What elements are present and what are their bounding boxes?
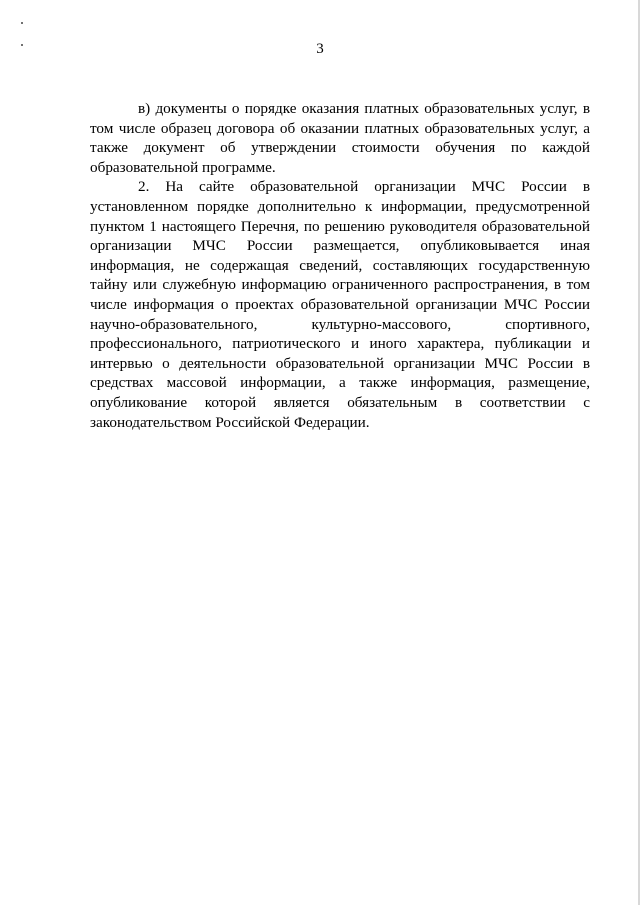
page-number: 3 (316, 41, 324, 57)
paragraph-additional-information: 2. На сайте образовательной организации МЧС России в установленном порядке дополнительно к информации, предусмотренной пунктом 1 настоящего Перечня, по решению руководителя образовательной организации МЧС России размещается, опубликовывается иная информация, не содержащая сведений, составляющих государственную тайну или служебную информацию ограниченного распространения, в том числе информация о проектах образовательной организации МЧС России научно-образовательного, культурно-массового, спортивного, профессионального, патриотического и иного характера, публикации и интервью о деятельности образовательной организации МЧС России в средствах массовой информации, а также информация, размещение, опубликование которой является обязательным в соответствии с законодательством Российской Федерации. (90, 178, 590, 431)
document-body (90, 99, 590, 432)
paragraph-paid-services-documents: в) документы о порядке оказания платных образовательных услуг, в том числе образец договора об оказании платных образовательных услуг, а также документ об утверждении стоимости обучения по каждой образовательной программе. (90, 100, 590, 176)
scan-speck (21, 22, 23, 24)
